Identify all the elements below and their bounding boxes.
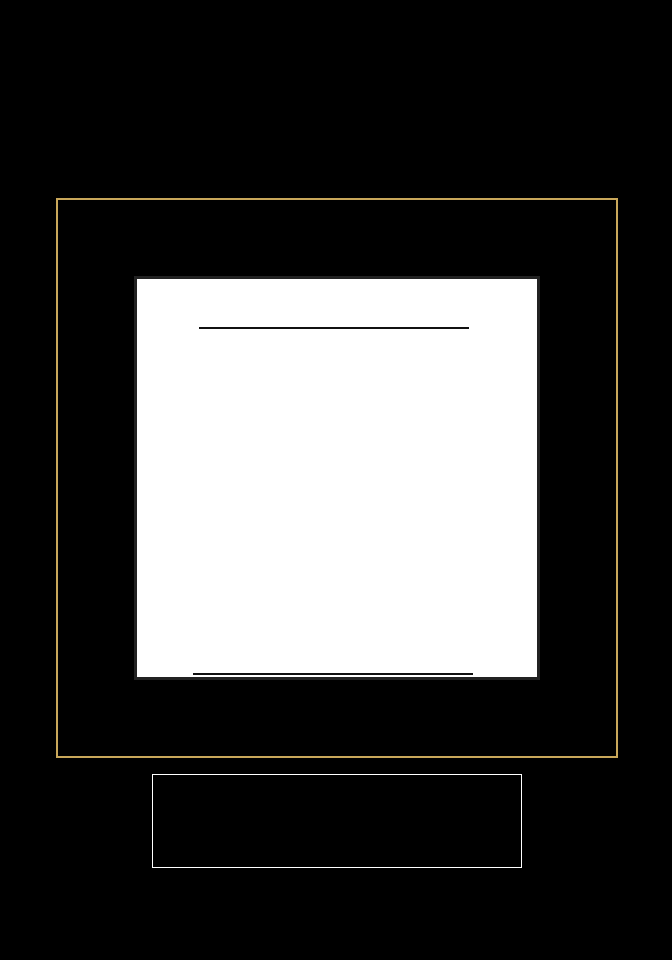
heading-underline (199, 327, 469, 329)
art-deco-pattern (0, 0, 672, 78)
cta-underline (193, 673, 473, 675)
content-panel (134, 276, 540, 680)
top-decorative-band (0, 0, 672, 78)
contact-box (152, 774, 522, 868)
art-deco-pattern (0, 882, 672, 960)
bottom-decorative-band (0, 882, 672, 960)
